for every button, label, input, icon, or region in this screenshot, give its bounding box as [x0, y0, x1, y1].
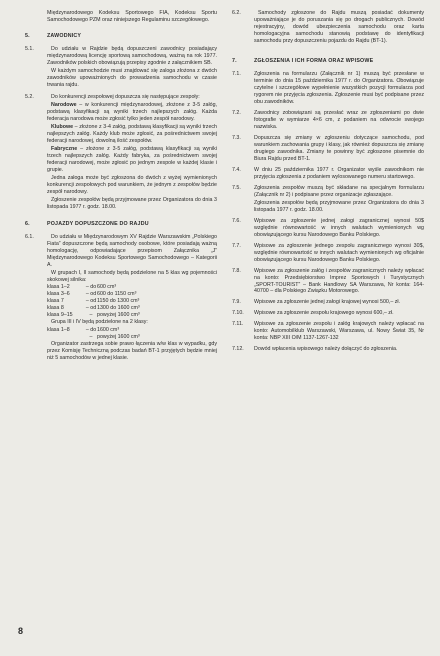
- item-number: 7.5.: [232, 184, 241, 191]
- paragraph: Organizator zastrzega sobie prawo łączenia w/w klas w wypadku, gdy przez Komisję Techniczną podczas badań BT-1 przyjętych będzie mniej niż 5 samochodów w jednej klasie.: [47, 341, 217, 362]
- term-text: – w konkurencji międzynarodowej, złożone z 3-5 załóg, podstawą klasyfikacji są wyniki trzech najlepszych załóg. Każda federacja narodowa może zgłosić tylko jeden zespół narodowy.: [47, 101, 217, 122]
- item-7-8: [232, 268, 424, 296]
- section-title: ZGŁOSZENIA I ICH FORMA ORAZ WPISOWE: [254, 57, 374, 64]
- class-list: [47, 284, 217, 319]
- item-text: Dowód wpłacenia wpisowego należy dołączyć do zgłoszenia.: [254, 346, 398, 353]
- item-number: 7.1.: [232, 70, 241, 77]
- class-row: [47, 305, 217, 312]
- item-text: Wpisowe za zgłoszenie zespołu i załóg krajowych należy wpłacać na konto: Automobilklub Warszawski, Warszawa, ul. Nowy Świat 35, Nr konta: NBP XIII O/M 1137-1267-132: [254, 321, 424, 342]
- paragraph: W grupach I, II samochody będą podzielone na 5 klas wg pojemności skokowej silnika:: [47, 269, 217, 283]
- class-name: klasa 7: [47, 298, 64, 305]
- paragraph: Grupa III i IV będą podzielone na 2 klasy:: [51, 319, 148, 326]
- item-5-2: [25, 94, 217, 212]
- intro-paragraph: Międzynarodowego Kodeksu Sportowego FIA, Kodeksu Sportu Samochodowego PZM oraz niniejszego Regulaminu szczegółowego.: [47, 10, 217, 23]
- item-text: W dniu 25 października 1977 r. Organizator wyśle zawodnikom nie przyjęcia zgłoszenia z podaniem wylosowanego numeru startowego.: [254, 166, 424, 180]
- item-text: Wpisowe za zgłoszenie załóg i zespołów zagranicznych należy wpłacać na konto: Przedsiębiorstwo Imprez Sportowych i Turystycznych „SPORT-TOURIST” – Bank Handlowy SA Warszawa, Nr konta: 164-40700 – dla Polskiego Związku Motorowego.: [254, 267, 424, 295]
- class-list-2: [47, 327, 217, 341]
- item-7-6: [232, 218, 424, 239]
- class-row: [47, 291, 217, 298]
- item-number: 7.9.: [232, 299, 241, 306]
- team-club: [47, 124, 217, 145]
- item-text: Zgłoszenia na formularzu (Załącznik nr 1) muszą być przesłane w terminie do dnia 15 października 1977 r. do Organizatora. Obowiązuje czytelne i szczegółowe wypełnienie wszystkich pozycji formularza pod rygorem nie przyjęcia zgłoszenia. Zgłoszenie musi być podpisane przez obu zawodników.: [254, 70, 424, 105]
- section-title: POJAZDY DOPUSZCZONE DO RAJDU: [47, 220, 149, 227]
- item-text: Zgłoszenia zespołów muszą być składane na specjalnym formularzu (Załącznik nr 2) i podpisane przez organizacje zgłaszające.: [254, 184, 424, 198]
- class-name: klasa 3–6: [47, 291, 70, 298]
- term-text: – złożone z 3-4 załóg, podstawą klasyfikacji są wyniki trzech najlepszych załóg. Każdy klub może zgłosić, za pośrednictwem swojej federacji narodowej, dowolną ilość zespołów.: [47, 123, 217, 144]
- item-number: 7.11.: [232, 321, 244, 328]
- term-label: Narodowe: [51, 101, 77, 108]
- item-number: 7.4.: [232, 166, 241, 173]
- class-op: – od: [85, 291, 97, 298]
- item-number: 6.1.: [25, 233, 34, 240]
- class-name: klasa 1–2: [47, 284, 70, 291]
- class-value: powyżej 1600 cm³: [97, 334, 140, 341]
- class-name: klasa 9–15: [47, 312, 73, 319]
- item-7-11: [232, 321, 424, 342]
- class-row: [47, 334, 217, 341]
- item-7-3: [232, 135, 424, 163]
- item-text: Zgłoszenia zespołów będą przyjmowane przez Organizatora do dnia 3 listopada 1977 r. godz. 18.00.: [254, 199, 424, 213]
- item-text: Wpisowe za zgłoszenie zespołu krajowego wynosi 600,– zł.: [254, 310, 394, 317]
- item-number: 7.3.: [232, 134, 241, 141]
- class-op: – do: [85, 327, 97, 334]
- item-number: 7.6.: [232, 217, 241, 224]
- item-text: Zawodnicy zobowiązani są przesłać wraz ze zgłoszeniami po dwie fotografie w wymiarze 4×6 cm, z podaniem na odwrocie swojego nazwiska.: [254, 109, 424, 130]
- section-7-heading: [232, 58, 424, 65]
- class-name: [47, 334, 85, 341]
- item-5-1: [25, 46, 217, 90]
- section-number: 5.: [25, 32, 30, 39]
- item-6-2: [232, 10, 424, 46]
- item-7-10: [232, 310, 424, 317]
- item-text: Wpisowe za zgłoszenie jednej załogi zagranicznej wynosi 50$ względnie równowartość w innych walutach wymienionych wg obowiązującego kursu Narodowego Banku Polskiego.: [254, 217, 424, 238]
- right-column: [232, 10, 424, 357]
- class-row: [47, 327, 217, 334]
- class-value: 600 cm³: [97, 284, 117, 291]
- item-number: 6.2.: [232, 10, 241, 16]
- team-factory: [47, 146, 217, 174]
- class-name: klasa 8: [47, 305, 64, 312]
- class-op: – do: [85, 284, 97, 291]
- item-7-4: [232, 167, 424, 181]
- paragraph: Do udziału w Międzynarodowym XV Rajdzie Warszawskim „Polskiego Fiata” dopuszczone będą samochody osobowe, które posiadają ważną homologację, odpowiadające przepisom Załącznika „J” Międzynarodowego Kodeksu Sportowego Samochodowego – Kategorii A.: [47, 233, 217, 268]
- item-7-12: [232, 346, 424, 353]
- item-number: 7.10.: [232, 310, 244, 317]
- item-number: 7.8.: [232, 267, 241, 274]
- class-op: –: [89, 312, 93, 319]
- team-national: [47, 102, 217, 123]
- page-number: 8: [18, 626, 24, 637]
- class-row: [47, 298, 217, 305]
- item-7-2: [232, 110, 424, 131]
- paragraph: W każdym samochodzie musi znajdować się zalogа złożona z dwóch zawodników upoważnionych do prowadzenia samochodu w czasie trwania rajdu.: [47, 67, 217, 88]
- class-value: powyżej 1600 cm³: [97, 312, 140, 319]
- class-name: klasa 1–8: [47, 327, 70, 334]
- paragraph: Jedna załoga może być zgłoszona do dwóch z wyżej wymienionych konkurencji zespołowych pod warunkiem, że jednym z zespołów będzie zespół narodowy.: [47, 174, 217, 195]
- paragraph: Do konkurencji zespołowej dopuszcza się następujące zespoły:: [51, 93, 200, 100]
- item-number: 7.12.: [232, 346, 244, 353]
- item-number: 5.2.: [25, 93, 34, 100]
- left-column: [25, 10, 217, 367]
- item-number: 5.1.: [25, 45, 34, 52]
- item-7-5-cont: [232, 200, 424, 214]
- term-label: Fabryczne: [51, 145, 78, 152]
- class-op: – od: [85, 298, 97, 305]
- class-row: [47, 284, 217, 291]
- section-number: 7.: [232, 57, 237, 64]
- class-row: [47, 312, 217, 319]
- item-text: Dopuszcza się zmiany w zgłoszeniu dotyczące samochodu, pod warunkiem zachowania grupy i klasy, jak również dopuszcza się zmianę drugiego zawodnika. Zmiany te powinny być zgłoszone pisemnie do Biura Rajdu przed BT-1.: [254, 134, 424, 162]
- section-title: ZAWODNICY: [47, 32, 82, 39]
- section-6-heading: [25, 221, 217, 228]
- section-number: 6.: [25, 220, 30, 227]
- term-text: – złożone z 3-5 załóg, podstawą klasyfikacji są wyniki trzech najlepszych załóg. Każdy fabryka, za pośrednictwem swojej federacji narodowej, może zgłosić po jednym zespole w każdej klasie i grupie.: [47, 145, 217, 173]
- item-number: 7.2.: [232, 109, 241, 116]
- class-value: 1600 cm³: [97, 327, 120, 334]
- item-number: 7.7.: [232, 242, 241, 249]
- class-value: 600 do 1150 cm³: [97, 291, 137, 298]
- class-op: –: [89, 334, 93, 341]
- item-7-1: [232, 71, 424, 106]
- term-label: Klubowe: [51, 123, 74, 130]
- item-7-9: [232, 299, 424, 306]
- item-6-1: [25, 234, 217, 364]
- paragraph: Do udziału w Rajdzie będą dopuszczeni zawodnicy posiadający międzynarodową licencję sportową samochodową, ważną na rok 1977. Zawodników polskich obowiązują przepisy zgodnie z załącznikiem SB.: [47, 45, 217, 66]
- item-number: [232, 200, 254, 214]
- section-5-heading: [25, 33, 217, 40]
- class-op: – od: [85, 305, 97, 312]
- item-text: Wpisowe za zgłoszenie jednej załogi krajowej wynosi 500,– zł.: [254, 299, 401, 306]
- class-value: 1300 do 1600 cm³: [97, 305, 140, 312]
- item-text: Wpisowe za zgłoszenie jednego zespołu zagranicznego wynosi 30$, względnie równowartość w innych walutach wymienionych wg oficjalnie obowiązującego kursu Narodowego Banku Polskiego.: [254, 242, 424, 263]
- paragraph: Samochody zgłoszone do Rajdu muszą posiadać dokumenty upoważniające je do poruszania się po drogach publicznych. Dowód rejestracyjny, dowód ubezpieczenia samochodu oraz karta homologacyjna samochodu stanowią podstawę do identyfikacji samochodu przy dopuszczeniu pojazdu do Rajdu (BT-1).: [254, 10, 424, 44]
- item-7-7: [232, 243, 424, 264]
- paragraph: Zgłoszenie zespołów będą przyjmowane przez Organizatora do dnia 3 listopada 1977 r. godz. 18.00.: [47, 196, 217, 210]
- class-value: 1150 do 1300 cm³: [97, 298, 140, 305]
- item-7-5: [232, 185, 424, 199]
